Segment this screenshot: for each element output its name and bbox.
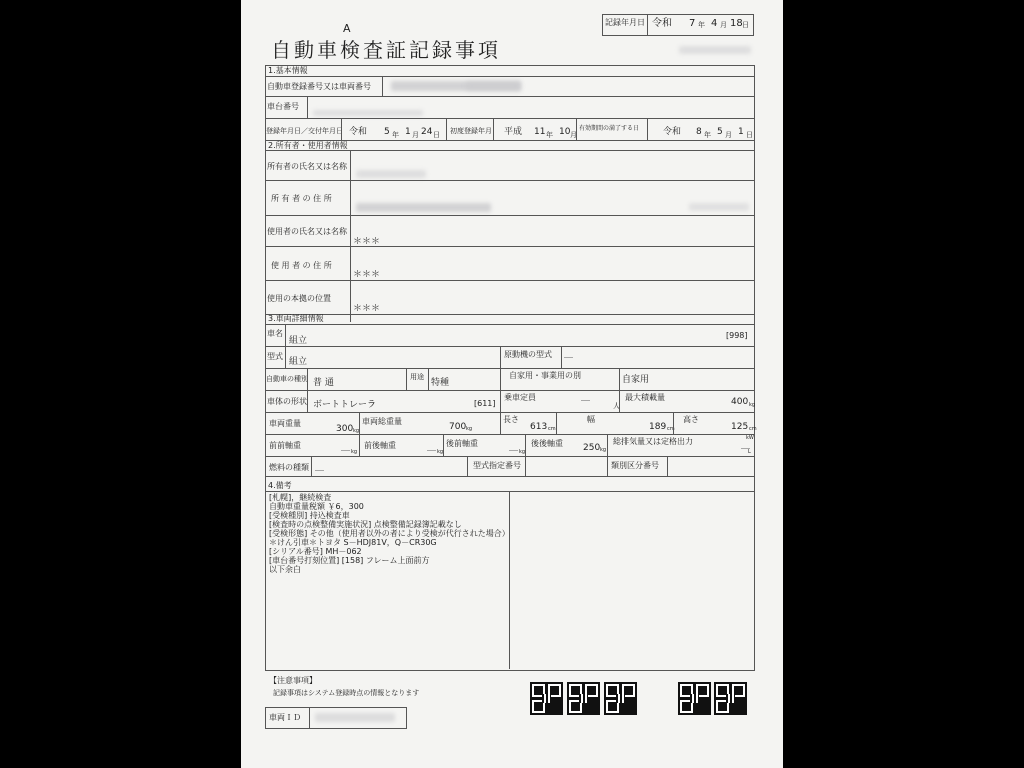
user-name-value: ＊＊＊ <box>353 237 381 247</box>
redacted-owner-address <box>356 203 491 212</box>
user-address-label: 使 用 者 の 住 所 <box>271 261 332 270</box>
vehicle-name-value: 組立 <box>289 336 308 346</box>
redacted-doc-number <box>679 46 751 54</box>
gross-weight-value: 700 <box>449 422 467 432</box>
class-division-no-label: 類別区分番号 <box>611 461 659 470</box>
notice-label: 【注意事項】 <box>269 676 317 685</box>
displacement-label: 総排気量又は定格出力 <box>613 437 693 446</box>
max-load-value: 400 <box>731 397 749 407</box>
rear-front-axle-label: 後前軸重 <box>446 439 478 448</box>
max-load-label: 最大積載量 <box>625 393 665 402</box>
private-business-label: 自家用・事業用の別 <box>509 371 581 380</box>
chassis-label: 車台番号 <box>267 102 299 111</box>
qr-code-icon <box>678 682 711 715</box>
height-label: 高さ <box>683 415 699 424</box>
owner-name-label: 所有者の氏名又は名称 <box>267 162 347 171</box>
vehicle-kind-value: 普 通 <box>313 378 334 388</box>
remarks-list <box>269 494 510 575</box>
vehicle-weight-value: 300 <box>336 424 354 434</box>
reg-no-label: 自動車登録番号又は車両番号 <box>267 82 371 91</box>
model-label: 型式 <box>267 352 283 361</box>
qr-code-icon <box>530 682 563 715</box>
qr-code-icon <box>714 682 747 715</box>
remark-line: [シリアル番号] MH－062 <box>269 547 362 556</box>
vehicle-name-code: [998] <box>726 331 748 340</box>
front-front-axle-label: 前前軸重 <box>269 441 301 450</box>
model-value: 組立 <box>289 357 308 367</box>
height-value: 125 <box>731 422 749 432</box>
use-value: 特種 <box>431 378 450 388</box>
front-rear-axle-label: 前後軸重 <box>364 441 396 450</box>
width-label: 幅 <box>587 415 595 424</box>
section-remarks-title: 4.備考 <box>268 481 292 490</box>
section-basic-title: 1.基本情報 <box>268 66 308 75</box>
body-shape-label: 車体の形状 <box>267 397 307 406</box>
record-date-label: 記録年月日 <box>605 18 645 27</box>
remark-line: [札幌]，継続検査 <box>269 493 332 502</box>
usage-base-value: ＊＊＊ <box>353 304 381 314</box>
length-value: 613 <box>530 422 548 432</box>
vehicle-id-label: 車両ＩＤ <box>269 713 301 722</box>
vehicle-weight-label: 車両重量 <box>269 419 301 428</box>
displacement-value: ＿ <box>741 441 751 451</box>
qr-code-icon <box>604 682 637 715</box>
remark-line: [受検種別] 持込検査車 <box>269 511 350 520</box>
capacity-label: 乗車定員 <box>504 393 536 402</box>
remark-line: 自動車重量税額 ￥6，300 <box>269 502 364 511</box>
fuel-type-value: ＿ <box>315 463 325 473</box>
qr-code-icon <box>567 682 600 715</box>
user-address-value: ＊＊＊ <box>353 270 381 280</box>
use-label: 用途 <box>410 373 424 381</box>
type-designation-no-label: 型式指定番号 <box>473 461 521 470</box>
usage-base-label: 使用の本拠の位置 <box>267 294 331 303</box>
gross-weight-label: 車両総重量 <box>362 417 402 426</box>
expiry-label: 有効期間の満了する日 <box>579 125 640 132</box>
front-front-axle-value: ＿ <box>341 443 351 453</box>
engine-model-value: ＿ <box>564 350 574 360</box>
remark-line: [検査時の点検整備実施状況] 点検整備記録簿記載なし <box>269 520 462 529</box>
rear-rear-axle-label: 後後軸重 <box>531 439 563 448</box>
capacity-value: ＿ <box>581 393 591 403</box>
first-reg-label: 初度登録年月 <box>450 127 492 135</box>
front-rear-axle-value: ＿ <box>427 443 437 453</box>
vehicle-name-label: 車名 <box>267 329 283 338</box>
section-owner-title: 2.所有者・使用者情報 <box>268 141 348 150</box>
remark-line: ＊けん引車＊トヨタ S－HDJ81V，Q－CR30G <box>269 538 437 547</box>
page-title: 自動車検査証記録事項 <box>271 38 501 62</box>
length-label: 長さ <box>503 415 519 424</box>
header-letter: A <box>343 22 351 35</box>
redacted-chassis-no <box>313 110 423 116</box>
engine-model-label: 原動機の型式 <box>504 350 552 359</box>
remark-line: 以下余白 <box>269 565 301 574</box>
width-value: 189 <box>649 422 667 432</box>
private-business-value: 自家用 <box>622 375 650 385</box>
owner-address-label: 所 有 者 の 住 所 <box>271 194 332 203</box>
reg-date-label: 登録年月日／交付年月日 <box>266 127 343 135</box>
notice-text: 記録事項はシステム登録時点の情報となります <box>273 689 420 697</box>
vehicle-kind-label: 自動車の種別 <box>266 375 308 383</box>
inspection-record-document: A 自動車検査証記録事項 記録年月日 令和 7 年 4 月 18 日 1.基本情報 自動車登録番号又は車両番号 車台番号 登録年月日／交付年月日 令和 5 年 1 月 24 日 初度登録年月 平成 11 年 10 月 有効期間の満了する日 令和 8 年 5 月 1 日 2.所有者・使用者情報 所有者の氏名又は名称 所 有 者 の 住 所 使用者の氏名又は名称 ＊＊＊ 使 用 者 の 住 所 ＊＊＊ 使用の本拠の位置 ＊＊＊ 3.車両詳細情報 車名 組立 [998] 型式 組立 原動機の型式 ＿ 自動車の種別 普 通 用途 特種 自家用・事業用の別 自家用 車体の形状 ボートトレーラ [611] 乗車定員 ＿ 人 最大積載量 400 kg 車両重量 300 kg 車両総重量 700 kg 長さ 613 cm 幅 189 cm 高さ 125 cm 前前軸重 ＿ kg 前後軸重 ＿ kg 後前軸重 ＿ kg 後後軸重 250 kg 総排気量又は定格出力 ＿ kW L 燃料の種類 ＿ 型式指定番号 類別区分番号 4.備考 [札幌]，継続検査 自動車重量税額 ￥6，300 [受検種別] 持込検査車 [検査時の点検整備実施状況] 点検整備記録簿記載なし [受検形態] その他（使用者以外の者により受検が代行された場合） ＊けん引車＊トヨタ S－HDJ81V，Q－CR30G [シリアル番号] MH－062 [車台番号打刻位置] [158] フレーム上面前方 以下余白 【注意事項】 記録事項はシステム登録時点の情報となります 車両ＩＤ <box>241 0 783 768</box>
body-shape-value: ボートトレーラ <box>313 400 377 410</box>
rear-front-axle-value: ＿ <box>509 443 519 453</box>
remark-line: [車台番号打刻位置] [158] フレーム上面前方 <box>269 556 430 565</box>
fuel-type-label: 燃料の種類 <box>269 463 309 472</box>
redacted-owner-name <box>356 170 426 178</box>
redacted-vehicle-id <box>315 713 395 722</box>
body-shape-code: [611] <box>474 399 496 408</box>
user-name-label: 使用者の氏名又は名称 <box>267 227 347 236</box>
rear-rear-axle-value: 250 <box>583 443 601 453</box>
section-vehicle-title: 3.車両詳細情報 <box>268 314 324 323</box>
remark-line: [受検形態] その他（使用者以外の者により受検が代行された場合） <box>269 529 510 538</box>
